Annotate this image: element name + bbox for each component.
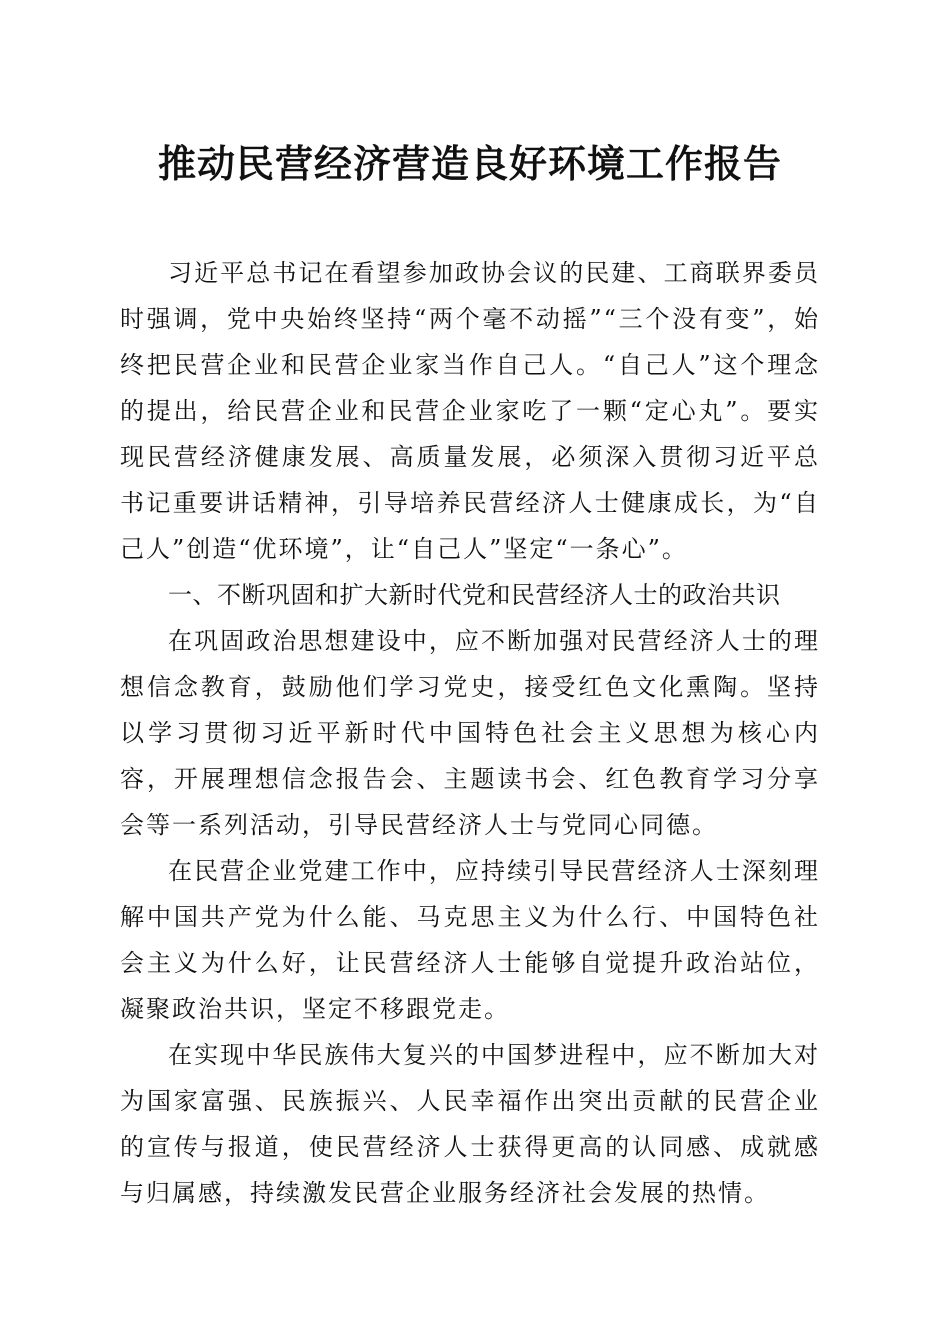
section-heading-1: 一、不断巩固和扩大新时代党和民营经济人士的政治共识 bbox=[168, 581, 781, 609]
paragraph-party-building: 在民营企业党建工作中，应持续引导民营经济人士深刻理解中国共产党为什么能、马克思主义为什么行、中国特色社会主义为什么好，让民营经济人士能够自觉提升政治站位，凝聚政治共识，坚定不移跟党走。 bbox=[120, 857, 820, 1023]
paragraph-political-education: 在巩固政治思想建设中，应不断加强对民营经济人士的理想信念教育，鼓励他们学习党史，接受红色文化熏陶。坚持以学习贯彻习近平新时代中国特色社会主义思想为核心内容，开展理想信念报告会、主题读书会、红色教育学习分享会等一系列活动，引导民营经济人士与党同心同德。 bbox=[120, 627, 820, 839]
paragraph-chinese-dream: 在实现中华民族伟大复兴的中国梦进程中，应不断加大对为国家富强、民族振兴、人民幸福作出突出贡献的民营企业的宣传与报道，使民营经济人士获得更高的认同感、成就感与归属感，持续激发民营企业服务经济社会发展的热情。 bbox=[120, 1041, 820, 1207]
document-title: 推动民营经济营造良好环境工作报告 bbox=[157, 141, 782, 186]
document-body bbox=[120, 250, 820, 1216]
paragraph-intro: 习近平总书记在看望参加政协会议的民建、工商联界委员时强调，党中央始终坚持“两个毫不动摇”“三个没有变”，始终把民营企业和民营企业家当作自己人。“自己人”这个理念的提出，给民营企业和民营企业家吃了一颗“定心丸”。要实现民营经济健康发展、高质量发展，必须深入贯彻习近平总书记重要讲话精神，引导培养民营经济人士健康成长，为“自己人”创造“优环境”，让“自己人”坚定“一条心”。 bbox=[120, 259, 820, 563]
